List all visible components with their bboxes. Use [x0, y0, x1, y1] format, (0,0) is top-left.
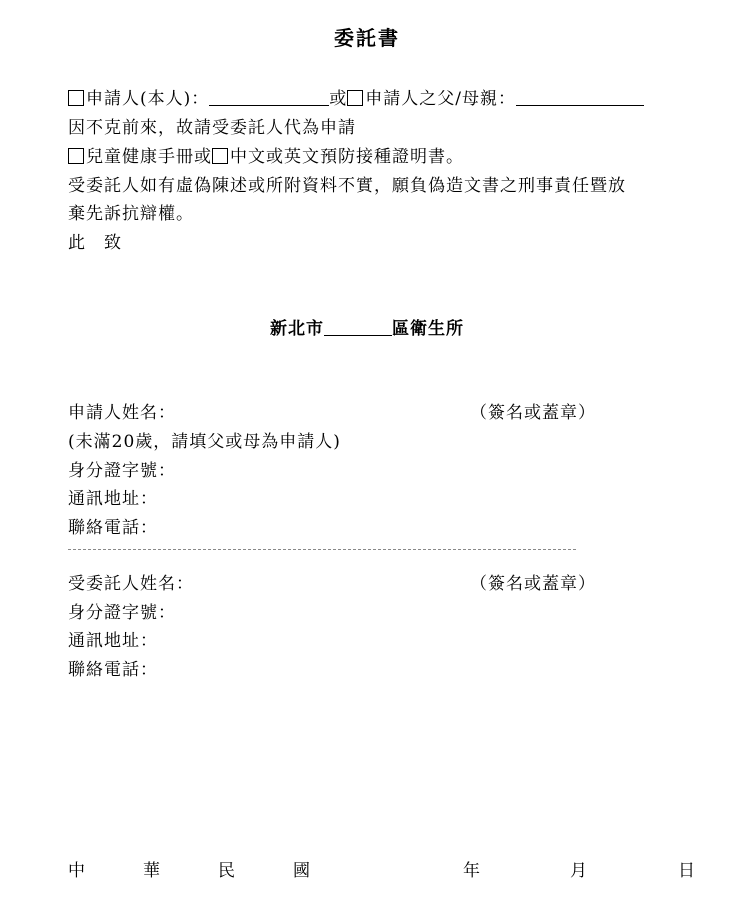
document-type-line: [68, 142, 464, 167]
section-divider: [68, 549, 576, 550]
applicant-self-blank[interactable]: [209, 89, 329, 106]
applicant-id-label: 身分證字號：: [68, 461, 176, 481]
proxy-name-label: 受委託人姓名：: [68, 574, 194, 594]
applicant-self-checkbox[interactable]: [68, 90, 84, 106]
reason-line: 因不克前來，故請受委託人代為申請: [68, 118, 356, 138]
applicant-name-label: 申請人姓名：: [68, 403, 176, 423]
applicant-parent-blank[interactable]: [516, 89, 644, 106]
applicant-phone-label: 聯絡電話：: [68, 518, 158, 538]
proxy-id-label: 身分證字號：: [68, 603, 176, 623]
applicant-self-label: 申請人(本人)：: [86, 89, 210, 109]
applicant-parent-checkbox[interactable]: [347, 90, 363, 106]
proxy-address-label: 通訊地址：: [68, 631, 158, 651]
applicant-parent-label: 申請人之父/母親：: [365, 89, 516, 109]
applicant-sign-label: （簽名或蓋章）: [470, 403, 596, 423]
date-char-3: 民: [218, 861, 236, 881]
liability-statement-line1: 受委託人如有虛偽陳述或所附資料不實，願負偽造文書之刑事責任暨放: [68, 176, 626, 196]
proxy-sign-label: （簽名或蓋章）: [470, 574, 596, 594]
date-char-2: 華: [143, 861, 161, 881]
document-title: 委託書: [334, 26, 400, 50]
applicant-age-note: (未滿20歲，請填父或母為申請人): [68, 432, 341, 452]
date-month: 月: [570, 861, 588, 881]
date-char-1: 中: [68, 861, 86, 881]
or-text: 或: [329, 89, 348, 109]
date-year: 年: [463, 861, 481, 881]
health-office-line: [0, 314, 734, 339]
child-health-handbook-label: 兒童健康手冊或: [86, 147, 212, 167]
date-line: [0, 856, 734, 880]
office-city: 新北市: [270, 319, 324, 339]
applicant-address-label: 通訊地址：: [68, 489, 158, 509]
proxy-phone-label: 聯絡電話：: [68, 660, 158, 680]
vaccination-certificate-label: 中文或英文預防接種證明書。: [230, 147, 464, 167]
child-health-handbook-checkbox[interactable]: [68, 148, 84, 164]
vaccination-certificate-checkbox[interactable]: [212, 148, 228, 164]
date-day: 日: [678, 861, 696, 881]
liability-statement-line2: 棄先訴抗辯權。: [68, 204, 194, 224]
salutation: 此 致: [68, 233, 122, 253]
office-suffix: 區衛生所: [392, 319, 464, 339]
applicant-line: [68, 84, 644, 109]
date-char-4: 國: [293, 861, 311, 881]
district-blank[interactable]: [324, 319, 392, 336]
